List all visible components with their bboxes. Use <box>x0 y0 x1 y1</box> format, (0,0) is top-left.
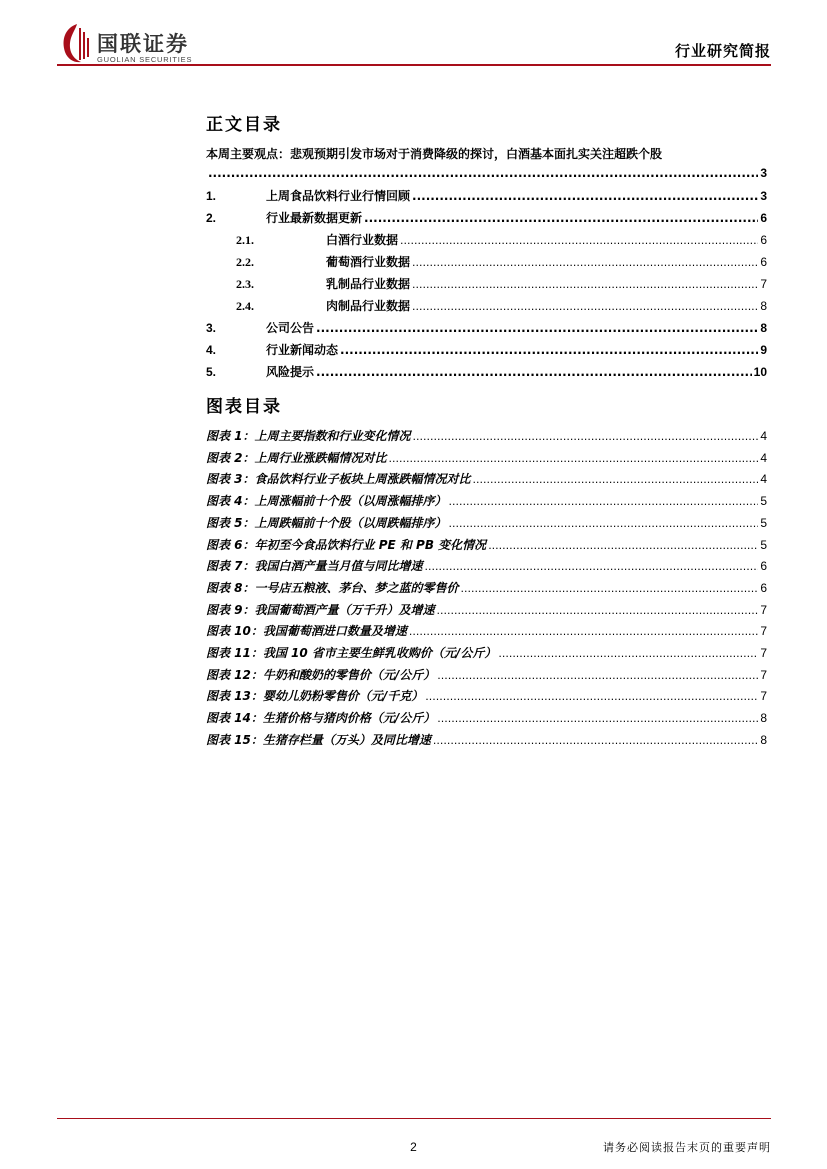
toc-page-number: 7 <box>760 277 767 291</box>
toc-item-number: 2.2. <box>236 255 254 269</box>
toc-subitem[interactable] <box>206 253 767 271</box>
figure-entry[interactable] <box>206 666 767 684</box>
leader-dots <box>413 430 759 443</box>
toc-item-text: 公司公告 <box>266 321 315 335</box>
leader-dots <box>449 495 759 508</box>
toc-page-number: 6 <box>760 211 767 225</box>
figure-page-number: 7 <box>760 624 767 638</box>
toc-item-text: 白酒行业数据 <box>326 233 399 247</box>
toc-subitem[interactable] <box>206 231 767 249</box>
figure-entry-text: 图表 7：我国白酒产量当月值与同比增速 <box>206 559 423 573</box>
toc-item-number: 2. <box>206 211 217 225</box>
leader-dots <box>425 560 759 573</box>
toc-item-text: 行业最新数据更新 <box>266 211 363 225</box>
report-type-title: 行业研究简报 <box>674 42 771 60</box>
figure-entry-text: 图表 9：我国葡萄酒产量（万千升）及增速 <box>206 603 435 617</box>
figure-entry-text: 图表 10：我国葡萄酒进口数量及增速 <box>206 624 407 638</box>
toc-item[interactable] <box>206 209 767 227</box>
figure-entry-text: 图表 3：食品饮料行业子板块上周涨跌幅情况对比 <box>206 472 471 486</box>
header-divider <box>57 64 771 66</box>
toc-item[interactable] <box>206 187 767 205</box>
disclaimer-note: 请务必阅读报告末页的重要声明 <box>603 1141 771 1154</box>
toc-page-number: 10 <box>753 365 767 379</box>
figure-page-number: 4 <box>760 472 767 486</box>
figure-page-number: 8 <box>760 711 767 725</box>
figure-entry[interactable] <box>206 536 767 554</box>
figure-entry[interactable] <box>206 470 767 488</box>
figure-entry[interactable] <box>206 687 767 705</box>
toc-intro-text: 本周主要观点：悲观预期引发市场对于消费降级的探讨，白酒基本面扎实关注超跌个股 <box>206 147 663 161</box>
toc-item-number: 1. <box>206 189 217 203</box>
figure-entry-text: 图表 5：上周跌幅前十个股（以周跌幅排序） <box>206 516 447 530</box>
figure-entry[interactable] <box>206 579 767 597</box>
page-header <box>57 14 771 64</box>
page-number: 2 <box>410 1140 417 1154</box>
leader-dots <box>437 712 758 725</box>
toc-item-number: 2.3. <box>236 277 254 291</box>
figure-page-number: 5 <box>760 494 767 508</box>
leader-dots <box>437 669 758 682</box>
toc-item[interactable] <box>206 363 767 381</box>
toc-item-number: 2.4. <box>236 299 254 313</box>
figure-entry-text: 图表 1：上周主要指数和行业变化情况 <box>206 429 411 443</box>
toc-item-text: 行业新闻动态 <box>266 343 339 357</box>
toc-item-text: 乳制品行业数据 <box>326 277 411 291</box>
toc-subitem[interactable] <box>206 297 767 315</box>
leader-dots <box>412 256 758 269</box>
figure-entry-text: 图表 14：生猪价格与猪肉价格（元/公斤） <box>206 711 436 725</box>
leader-dots <box>409 625 758 638</box>
logo-mark-icon <box>59 22 95 64</box>
toc-item-number: 5. <box>206 365 217 379</box>
leader-dots <box>488 539 758 552</box>
footer-divider <box>57 1118 771 1119</box>
company-logo <box>59 22 229 66</box>
figure-page-number: 7 <box>760 689 767 703</box>
figure-page-number: 7 <box>760 668 767 682</box>
leader-dots <box>449 517 759 530</box>
toc-page-number: 3 <box>760 166 767 180</box>
figure-entry[interactable] <box>206 449 767 467</box>
figure-entry[interactable] <box>206 622 767 640</box>
leader-dots <box>461 582 759 595</box>
figure-entry[interactable] <box>206 601 767 619</box>
figure-page-number: 7 <box>760 603 767 617</box>
figure-page-number: 4 <box>760 451 767 465</box>
leader-dots <box>425 690 758 703</box>
toc-page-number: 8 <box>760 299 767 313</box>
toc-title: 正文目录 <box>206 115 282 135</box>
leader-dots <box>316 365 752 379</box>
leader-dots <box>340 343 758 357</box>
leader-dots <box>498 647 758 660</box>
toc-item[interactable] <box>206 341 767 359</box>
toc-item-text: 上周食品饮料行业行情回顾 <box>266 189 411 203</box>
figure-entry-text: 图表 13：婴幼儿奶粉零售价（元/千克） <box>206 689 424 703</box>
toc-page-number: 8 <box>760 321 767 335</box>
figure-entry-text: 图表 12：牛奶和酸奶的零售价（元/公斤） <box>206 668 436 682</box>
figure-entry-text: 图表 11：我国 10 省市主要生鲜乳收购价（元/公斤） <box>206 646 497 660</box>
toc-subitem[interactable] <box>206 275 767 293</box>
figure-entry[interactable] <box>206 427 767 445</box>
toc-item-text: 风险提示 <box>266 365 315 379</box>
leader-dots <box>208 166 758 180</box>
figure-page-number: 5 <box>760 538 767 552</box>
figure-page-number: 5 <box>760 516 767 530</box>
figure-entry-text: 图表 4：上周涨幅前十个股（以周涨幅排序） <box>206 494 447 508</box>
leader-dots <box>412 300 758 313</box>
toc-item-number: 4. <box>206 343 217 357</box>
figure-page-number: 7 <box>760 646 767 660</box>
figure-entry[interactable] <box>206 731 767 749</box>
figure-entry-text: 图表 8：一号店五粮液、茅台、梦之蓝的零售价 <box>206 581 459 595</box>
figure-entry-text: 图表 6：年初至今食品饮料行业 PE 和 PB 变化情况 <box>206 538 487 552</box>
figure-entry[interactable] <box>206 644 767 662</box>
leader-dots <box>473 473 759 486</box>
figure-page-number: 6 <box>760 581 767 595</box>
leader-dots <box>412 278 758 291</box>
toc-item[interactable] <box>206 319 767 337</box>
figure-page-number: 8 <box>760 733 767 747</box>
figure-entry[interactable] <box>206 709 767 727</box>
leader-dots <box>364 211 758 225</box>
leader-dots <box>400 234 758 247</box>
logo-english-name: GUOLIAN SECURITIES <box>97 55 193 64</box>
toc-item-number: 2.1. <box>236 233 254 247</box>
toc-item-number: 3. <box>206 321 217 335</box>
toc-item-text: 葡萄酒行业数据 <box>326 255 411 269</box>
figure-page-number: 4 <box>760 429 767 443</box>
leader-dots <box>437 604 759 617</box>
toc-page-number: 3 <box>760 189 767 203</box>
figures-title: 图表目录 <box>206 397 282 417</box>
figure-page-number: 6 <box>760 559 767 573</box>
toc-item-text: 肉制品行业数据 <box>326 299 411 313</box>
leader-dots <box>389 452 759 465</box>
leader-dots <box>316 321 758 335</box>
figure-entry[interactable] <box>206 557 767 575</box>
toc-page-number: 9 <box>760 343 767 357</box>
toc-page-number: 6 <box>760 233 767 247</box>
leader-dots <box>433 734 758 747</box>
figure-entry-text: 图表 15：生猪存栏量（万头）及同比增速 <box>206 733 431 747</box>
figure-entry-text: 图表 2：上周行业涨跌幅情况对比 <box>206 451 387 465</box>
figure-entry[interactable] <box>206 514 767 532</box>
leader-dots <box>412 189 758 203</box>
figure-entry[interactable] <box>206 492 767 510</box>
logo-chinese-name: 国联证券 <box>97 32 189 56</box>
toc-page-number: 6 <box>760 255 767 269</box>
